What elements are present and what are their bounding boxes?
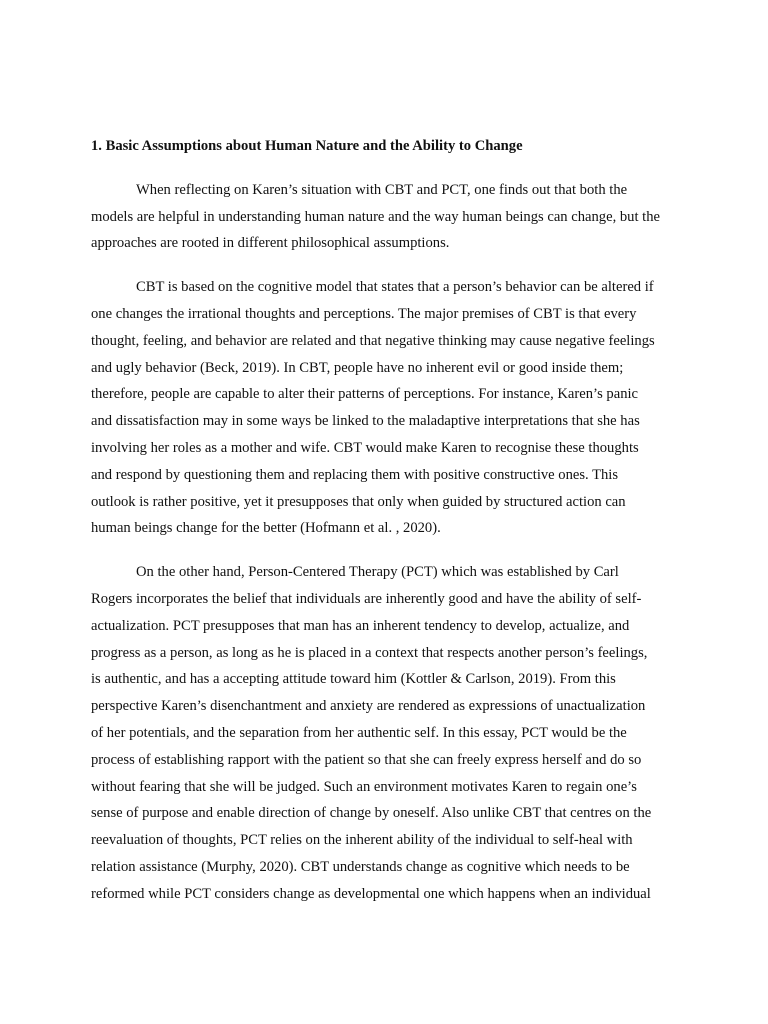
text-line: models are helpful in understanding human nature and the way human beings can change, but the <box>91 208 660 225</box>
paragraph-2 <box>91 274 681 542</box>
text-line: human beings change for the better (Hofmann et al. , 2020). <box>91 520 441 537</box>
text-line: sense of purpose and enable direction of change by oneself. Also unlike CBT that centres on the <box>91 805 652 822</box>
text-line: perspective Karen’s disenchantment and anxiety are rendered as expressions of unactualization <box>91 698 646 715</box>
text-line: and ugly behavior (Beck, 2019). In CBT, people have no inherent evil or good inside them; <box>91 359 624 376</box>
text-line: involving her roles as a mother and wife. CBT would make Karen to recognise these thoughts <box>91 439 639 456</box>
text-line: process of establishing rapport with the patient so that she can freely express herself and do so <box>91 751 642 768</box>
text-line: and dissatisfaction may in some ways be linked to the maladaptive interpretations that she has <box>91 413 640 430</box>
text-line: Rogers incorporates the belief that individuals are inherently good and have the ability of self- <box>91 590 642 607</box>
text-line: thought, feeling, and behavior are related and that negative thinking may cause negative feelings <box>91 332 655 349</box>
text-line: CBT is based on the cognitive model that states that a person’s behavior can be altered if <box>136 279 654 296</box>
text-line: one changes the irrational thoughts and perceptions. The major premises of CBT is that every <box>91 305 637 322</box>
text-line: of her potentials, and the separation from her authentic self. In this essay, PCT would be the <box>91 724 627 741</box>
text-line: relation assistance (Murphy, 2020). CBT understands change as cognitive which needs to be <box>91 858 630 875</box>
text-line: outlook is rather positive, yet it presupposes that only when guided by structured action can <box>91 493 626 510</box>
paragraph-3 <box>91 559 681 907</box>
document-body <box>91 133 681 925</box>
text-line: approaches are rooted in different philosophical assumptions. <box>91 235 450 252</box>
text-line: is authentic, and has a accepting attitude toward him (Kottler & Carlson, 2019). From this <box>91 671 616 688</box>
text-line: reevaluation of thoughts, PCT relies on the inherent ability of the individual to self-heal with <box>91 832 633 849</box>
paragraph-1 <box>91 177 681 257</box>
text-line: actualization. PCT presupposes that man has an inherent tendency to develop, actualize, and <box>91 617 630 634</box>
text-line: therefore, people are capable to alter their patterns of perceptions. For instance, Karen’s panic <box>91 386 639 403</box>
text-line: without fearing that she will be judged. Such an environment motivates Karen to regain one’s <box>91 778 637 795</box>
text-line: On the other hand, Person-Centered Therapy (PCT) which was established by Carl <box>136 564 619 581</box>
text-line: reformed while PCT considers change as developmental one which happens when an individual <box>91 885 651 902</box>
text-line: When reflecting on Karen’s situation with CBT and PCT, one finds out that both the <box>136 181 628 198</box>
text-line: progress as a person, as long as he is placed in a context that respects another person’s feelings, <box>91 644 648 661</box>
section-heading: 1. Basic Assumptions about Human Nature and the Ability to Change <box>91 138 523 154</box>
text-line: and respond by questioning them and replacing them with positive constructive ones. This <box>91 466 619 483</box>
